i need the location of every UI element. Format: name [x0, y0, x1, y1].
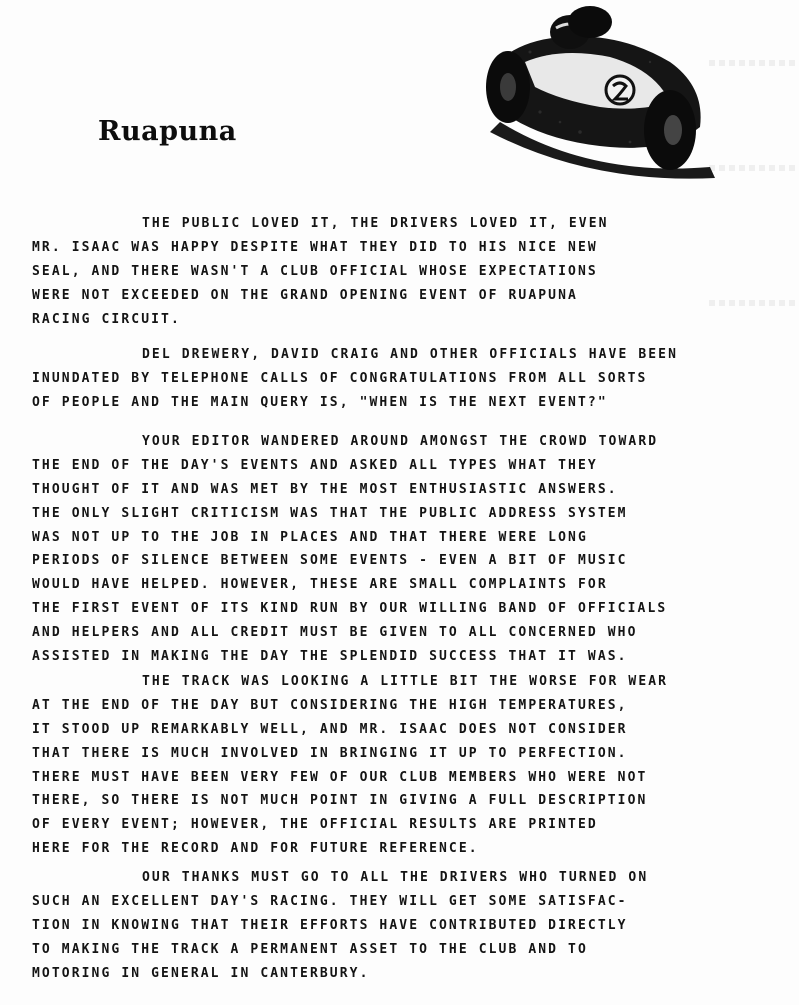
text-line: THERE, SO THERE IS NOT MUCH POINT IN GIVING A FULL DESCRIPTION [32, 793, 648, 809]
bleed-through-mark [709, 60, 799, 66]
text-line: THE ONLY SLIGHT CRITICISM WAS THAT THE PUBLIC ADDRESS SYSTEM [32, 505, 628, 521]
text-line: TION IN KNOWING THAT THEIR EFFORTS HAVE CONTRIBUTED DIRECTLY [32, 917, 628, 933]
paragraph [32, 343, 777, 415]
text-line: SUCH AN EXCELLENT DAY'S RACING. THEY WILL GET SOME SATISFAC- [32, 893, 628, 909]
text-line: ASSISTED IN MAKING THE DAY THE SPLENDID SUCCESS THAT IT WAS. [32, 649, 628, 665]
race-car-icon [470, 2, 720, 182]
paragraph [32, 212, 777, 331]
page-title: Ruapuna [98, 116, 237, 148]
text-line: RACING CIRCUIT. [32, 311, 181, 327]
text-line: OF PEOPLE AND THE MAIN QUERY IS, "WHEN IS THE NEXT EVENT?" [32, 394, 608, 410]
text-line: THE PUBLIC LOVED IT, THE DRIVERS LOVED IT, EVEN [142, 216, 609, 231]
paragraph [32, 430, 777, 669]
text-line: OUR THANKS MUST GO TO ALL THE DRIVERS WHO TURNED ON [142, 870, 649, 885]
text-line: PERIODS OF SILENCE BETWEEN SOME EVENTS - EVEN A BIT OF MUSIC [32, 553, 628, 569]
paragraph [32, 866, 777, 985]
text-line: HERE FOR THE RECORD AND FOR FUTURE REFERENCE. [32, 841, 479, 857]
text-line: AND HELPERS AND ALL CREDIT MUST BE GIVEN TO ALL CONCERNED WHO [32, 625, 638, 641]
text-line: INUNDATED BY TELEPHONE CALLS OF CONGRATULATIONS FROM ALL SORTS [32, 370, 648, 386]
text-line: OF EVERY EVENT; HOWEVER, THE OFFICIAL RESULTS ARE PRINTED [32, 817, 598, 833]
text-line: MOTORING IN GENERAL IN CANTERBURY. [32, 965, 370, 981]
text-line: THE END OF THE DAY'S EVENTS AND ASKED ALL TYPES WHAT THEY [32, 457, 598, 473]
text-line: MR. ISAAC WAS HAPPY DESPITE WHAT THEY DID TO HIS NICE NEW [32, 239, 598, 255]
paragraph [32, 670, 777, 861]
text-line: THAT THERE IS MUCH INVOLVED IN BRINGING IT UP TO PERFECTION. [32, 745, 628, 761]
text-line: WOULD HAVE HELPED. HOWEVER, THESE ARE SMALL COMPLAINTS FOR [32, 577, 608, 593]
text-line: YOUR EDITOR WANDERED AROUND AMONGST THE CROWD TOWARD [142, 434, 659, 449]
text-line: WAS NOT UP TO THE JOB IN PLACES AND THAT THERE WERE LONG [32, 529, 588, 545]
text-line: WERE NOT EXCEEDED ON THE GRAND OPENING EVENT OF RUAPUNA [32, 287, 578, 303]
text-line: THOUGHT OF IT AND WAS MET BY THE MOST ENTHUSIASTIC ANSWERS. [32, 481, 618, 497]
bleed-through-mark [709, 165, 799, 171]
text-line: DEL DREWERY, DAVID CRAIG AND OTHER OFFICIALS HAVE BEEN [142, 347, 679, 362]
text-line: IT STOOD UP REMARKABLY WELL, AND MR. ISAAC DOES NOT CONSIDER [32, 721, 628, 737]
text-line: SEAL, AND THERE WASN'T A CLUB OFFICIAL WHOSE EXPECTATIONS [32, 263, 598, 279]
text-line: THERE MUST HAVE BEEN VERY FEW OF OUR CLUB MEMBERS WHO WERE NOT [32, 769, 648, 785]
text-line: AT THE END OF THE DAY BUT CONSIDERING THE HIGH TEMPERATURES, [32, 697, 628, 713]
text-line: THE TRACK WAS LOOKING A LITTLE BIT THE WORSE FOR WEAR [142, 674, 669, 689]
text-line: THE FIRST EVENT OF ITS KIND RUN BY OUR WILLING BAND OF OFFICIALS [32, 601, 668, 617]
text-line: TO MAKING THE TRACK A PERMANENT ASSET TO THE CLUB AND TO [32, 941, 588, 957]
